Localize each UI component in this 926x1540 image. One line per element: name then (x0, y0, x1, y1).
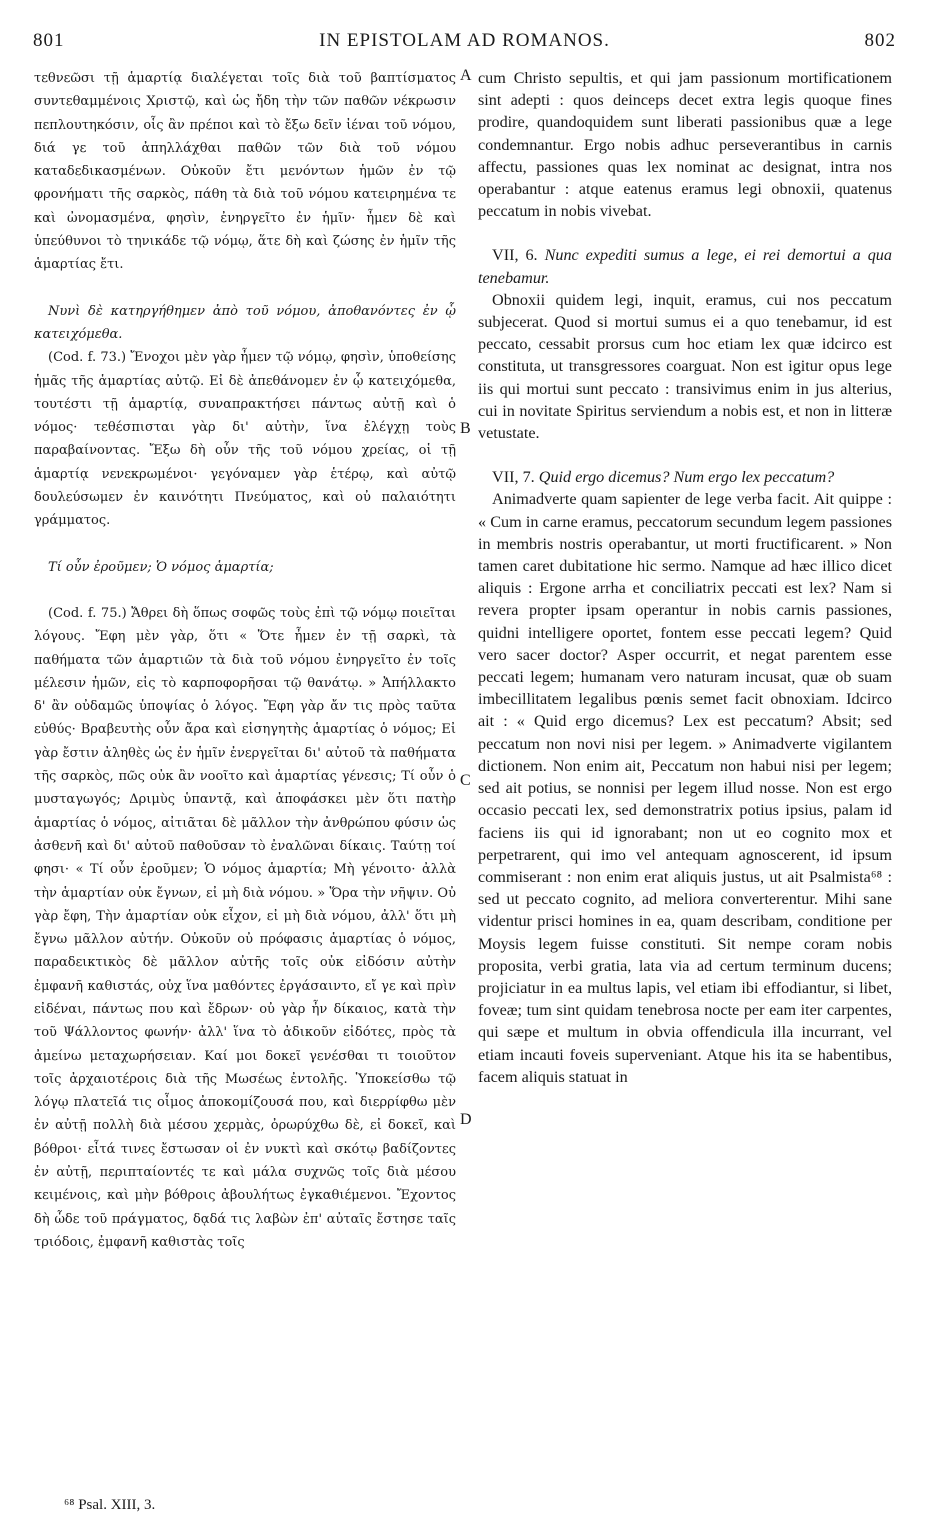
greek-lemma: Νυνὶ δὲ κατηργήθημεν ἀπὸ τοῦ νόμου, ἀποθανόντες ἐν ᾧ κατειχόμεθα. (34, 303, 456, 342)
margin-letter-d: D (460, 1111, 472, 1128)
latin-lemma-line (478, 466, 892, 488)
greek-paragraph: (Cod. f. 73.) Ἔνοχοι μὲν γὰρ ἦμεν τῷ νόμῳ, φησὶν, ὑποθείσης ἡμᾶς τῆς ἁμαρτίας αὐτῷ. Εἰ δὲ ἀπεθάνομεν ἐν ᾧ κατειχόμεθα, τουτέστι τῇ ἁμαρτίᾳ, συναπρακτήσει πάντως αὐτῇ καὶ ὁ νόμος· τεθέσπισται γὰρ δι' αὐτὴν, ἵνα ἐλέγχῃ τοὺς παραβαίνοντας. Ἔξω δὴ οὖν τῆς τοῦ νόμου χρείας, οἱ τῇ ἁμαρτίᾳ νενεκρωμένοι· γεγόναμεν γὰρ ἑτέρῳ, καὶ αὐτῷ δουλεύσωμεν ἐν καινότητι Πνεύματος, καὶ οὐ παλαιότητι γράμματος. (34, 350, 456, 529)
verse-reference: VII, 6. (492, 246, 538, 265)
page-number-left: 801 (33, 30, 65, 51)
latin-paragraph: Animadverte quam sapienter de lege verba facit. Ait quippe : « Cum in carne eramus, peccatorum secundum legem passiones in membris nostris operabantur, ut morti fructificarent. » Non tamen caret dubitatione hic sermo. Namque ad hæc illico dicet aliquis : Ergone arrha et conciliatrix peccati est lex? Nam si revera propter ipsam operantur in nobis carnis passiones, quidni intelligere oportet, fontem esse peccati legem? Quid vero sacer doctor? Asper occurrit, et negat parentem esse peccati legem; humanam vero naturam incusat, quæ ob suam imbecillitatem legalibus pœnis semet facit obnoxiam. Idcirco ait : « Quid ergo dicemus? Lex est peccatum? Absit; sed peccatum non novi nisi per legem. » Animadverte vigilantem dictionem. Non enim ait, Peccatum non habui nisi per legem; sed ait potius, se nonnisi per legem illud nosse. Non est ergo occasio peccati lex, sed demonstratrix potius ipsius, palam id faciens iis qui id ignorabant; non ut eo cognito mox et perpetrarent, qui imo vel antequam agnoscerent, id ipsum commiserant : non enim erat aliquis justus, ut ait Psalmista⁶⁸ : sed ut peccato cognito, ad meliora converterentur. Mihi sane videntur prisci homines in ea, quam describam, conditione per Moysis legem fuisse constituti. Sit nempe coram nobis proposita, verbi gratia, lata via ad certum terminum ducens; projiciatur in ea multus lapis, vel etiam ibi effodiantur, si libet, foveæ; tum sint quidam tenebrosa nocte per eam iter carpentes, qui sæpe et multum in obvia offendicula illa incurrant, vel etiam incauti foveis superveniant. Atque his ita se habentibus, facem aliquis statuat in (478, 490, 892, 1086)
latin-lemma: Nunc expediti sumus a lege, ei rei demortui a qua tenebamur. (478, 246, 892, 287)
footnote: ⁶⁸ Psal. XIII, 3. (64, 1497, 156, 1513)
latin-paragraph: Obnoxii quidem legi, inquit, eramus, cui nos peccatum subjecerat. Quod si mortui sumus ei a quo tenebamur, id est peccato, cessabit prorsus cum hoc etiam lex quæ idcirco est constituta, ut transgressores coarguat. Non est igitur opus lege iis qui mortui sunt peccato : transivimus enim in jus alterius, cui in novitate Spiritus serviendum a nobis est, et non in litteræ vetustate. (478, 290, 892, 443)
margin-letter-c: C (460, 772, 471, 789)
greek-column (34, 67, 456, 1254)
latin-paragraph: cum Christo sepultis, et qui jam passionum mortificationem sint adepti : quos deinceps decet extra legis quoque fines prodire, quandoquidem sunt liberati passionibus quæ a lege condemnantur. Ergo nobis adhuc perseverantibus in carnis affectu, passiones quas lex nominat ac designat, intra nos operabantur : atque eatenus eramus legi obnoxii, quatenus peccatum in nobis vivebat. (478, 69, 892, 221)
greek-paragraph: τεθνεῶσι τῇ ἁμαρτίᾳ διαλέγεται τοῖς διὰ τοῦ βαπτίσματος συντεθαμμένοις Χριστῷ, καὶ ὡς ἤδη τὴν τῶν παθῶν νέκρωσιν πεπλουτηκόσιν, οἷς ἂν πρέποι καὶ τὸ ἔξω δεῖν ἰέναι τοῦ νόμου, διά γε τοῦ ἀπηλλάχθαι παθῶν τῶν διὰ τοῦ νόμου καταδεδικασμένων. Οὐκοῦν ἔτι μενόντων ἡμῶν ἐν τῷ φρονήματι τῆς σαρκὸς, πάθη τὰ διὰ τοῦ νόμου κατειρημένα τε καὶ ὠνομασμένα, φησὶν, ἐνηργεῖτο ἐν ἡμῖν· ἦμεν δὲ καὶ ὑπεύθυνοι τὸ τηνικάδε τῷ νόμῳ, ἅτε δὴ καὶ ζώσης ἐν ἡμῖν τῆς ἁμαρτίας ἔτι. (34, 71, 456, 273)
greek-paragraph: (Cod. f. 75.) Ἄθρει δὴ ὅπως σοφῶς τοὺς ἐπὶ τῷ νόμῳ ποιεῖται λόγους. Ἔφη μὲν γὰρ, ὅτι « Ὅτε ἦμεν ἐν τῇ σαρκὶ, τὰ παθήματα τῶν ἁμαρτιῶν τὰ διὰ τοῦ νόμου ἐνηργεῖτο ἐν τοῖς μέλεσιν ἡμῶν, εἰς τὸ καρποφορῆσαι τῷ θανάτῳ. » Ἀπήλλακτο δ' ἂν οὐδαμῶς ὑποψίας ὁ λόγος. Ἔφη γὰρ ἄν τις πρὸς ταῦτα εὐθύς· Βραβευτὴς οὖν ἄρα καὶ εἰσηγητὴς ἁμαρτίας ὁ νόμος; Εἰ γὰρ ἔστιν ἀληθὲς ὡς ἐν ἡμῖν ἐνεργεῖται δι' αὐτοῦ τὰ παθήματα τῆς σαρκὸς, πῶς οὐκ ἂν νοοῖτο καὶ ἁμαρτίας γένεσις; Τί οὖν ὁ μυσταγωγός; Δριμὺς ὑπαντᾷ, καὶ ἀποφάσκει μὲν ὅτι πατὴρ ἁμαρτίας ὁ νόμος, αἰτιᾶται δὲ μᾶλλον τὴν ἀνθρώπου φύσιν ὡς ἀσθενῆ καὶ δι' αὐτοῦ παθοῦσαν τὸ ἐναλῶναι δίκαις. Ταύτῃ τοί φησι· « Τί οὖν ἐροῦμεν; Ὁ νόμος ἁμαρτία; Μὴ γένοιτο· ἀλλὰ τὴν ἁμαρτίαν οὐκ ἔγνων, εἰ μὴ διὰ νόμου. » Ὅρα τὴν νῆψιν. Οὐ γὰρ ἔφη, Τὴν ἁμαρτίαν οὐκ εἶχον, εἰ μὴ διὰ νόμου, ἀλλ' ὅτι μὴ ἔγνω μᾶλλον αὐτήν. Οὐκοῦν οὐ πρόφασις ἁμαρτίας ὁ νόμος, παραδεικτικὸς δὲ μᾶλλον αὐτῆς τοῖς οὐκ εἰδόσιν αὐτὴν ἐμφανῆ καθιστάς, οὐχ ἵνα μαθόντες ἐργάσαιντο, εἴ γε καὶ πρὶν εἰδέναι, πάντως που καὶ ἔδρων· οὐ γὰρ ἦν δίκαιος, κατὰ τὴν τοῦ Ψάλλοντος φωνήν· ἀλλ' ἵνα τὸ ἀδικοῦν εἰδότες, πρὸς τὰ ἀμείνω μεταχωρήσειαν. Καί μοι δοκεῖ γενέσθαι τι τοιοῦτον τοῖς ἀρχαιοτέροις διὰ τῆς Μωσέως ἐντολῆς. Ὑποκείσθω τῷ λόγῳ πλατεῖά τις οἶμος ἀποκομίζουσά που, καὶ διερρίφθω μὲν ἐν αὐτῇ πολλὴ διὰ μέσου χερμὰς, ὀρωρύχθω δὲ, εἰ δοκεῖ, καὶ βόθροι· εἶτά τινες ἔστωσαν οἱ ἐν νυκτὶ καὶ σκότῳ βαδίζοντες ἐν αὐτῇ, περιπταίοντές τε καὶ μάλα συχνῶς τοῖς διὰ μέσου κειμένοις, καὶ μὴν βόθροις ἀβουλήτως ἐγκαθιέμενοι. Ἔχοντος δὴ ὧδε τοῦ πράγματος, δᾳδά τις λαβὼν ἐπ' αὐταῖς ἔστησε ταῖς τριόδοις, ἐμφανῆ καθιστὰς τοῖς (34, 605, 456, 1250)
page-number-right: 802 (864, 30, 896, 51)
greek-lemma: Τί οὖν ἐροῦμεν; Ὁ νόμος ἁμαρτία; (48, 559, 274, 575)
latin-lemma: Quid ergo dicemus? Num ergo lex peccatum? (538, 468, 835, 487)
running-header (33, 30, 896, 58)
margin-letter-a: A (460, 67, 472, 84)
latin-lemma-line (478, 244, 892, 288)
latin-column (478, 67, 892, 1088)
margin-letter-b: B (460, 420, 471, 437)
running-title: IN EPISTOLAM AD ROMANOS. (319, 30, 610, 51)
verse-reference: VII, 7. (492, 468, 535, 487)
